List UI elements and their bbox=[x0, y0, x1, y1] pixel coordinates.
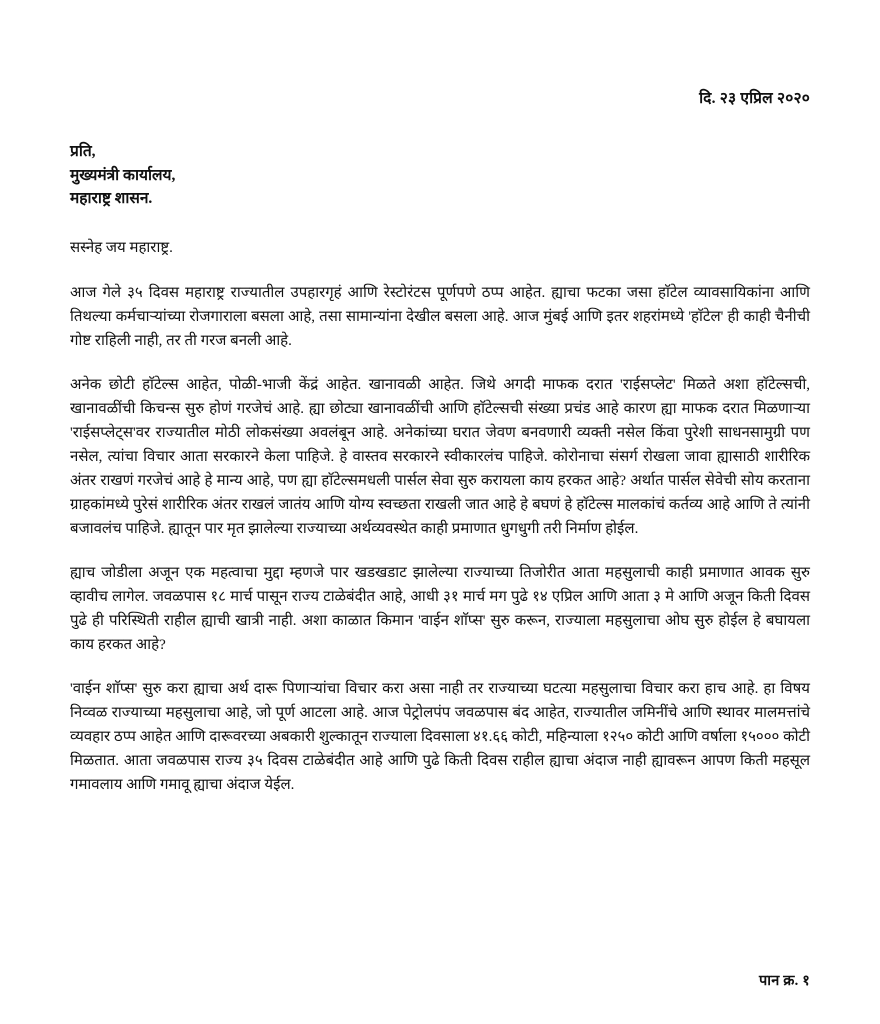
addressee-line-1: प्रति, bbox=[70, 143, 96, 160]
body-paragraph-1: आज गेले ३५ दिवस महाराष्ट्र राज्यातील उपहारगृहं आणि रेस्टोरंटस पूर्णपणे ठप्प आहेत. ह्याचा फटका जसा हाॅटेल व्यावसायिकांना आणि तिथल्या कर्मचाऱ्यांच्या रोजगाराला बसला आहे, तसा सामान्यांना देखील बसला आहे. आज मुंबई आणि इतर शहरांमध्ये 'हाॅटेल' ही काही चैनीची गोष्ट राहिली नाही, तर ती गरज बनली आहे. bbox=[70, 285, 810, 350]
salutation: सस्नेह जय महाराष्ट्र. bbox=[70, 239, 173, 256]
body-paragraph-3: ह्याच जोडीला अजून एक महत्वाचा मुद्दा म्हणजे पार खडखडाट झालेल्या राज्याच्या तिजोरीत आता महसुलाची काही प्रमाणात आवक सुरु व्हावीच लागेल. जवळपास १८ मार्च पासून राज्य टाळेबंदीत आहे, आधी ३१ मार्च मग पुढे १४ एप्रिल आणि आता ३ मे आणि अजून किती दिवस पुढे ही परिस्थिती राहील ह्याची खात्री नाही. अशा काळात किमान 'वाईन शाॅप्स' सुरु करून, राज्याला महसुलाचा ओघ सुरु होईल हे बघायला काय हरकत आहे? bbox=[70, 565, 810, 654]
addressee-block bbox=[68, 140, 812, 211]
letter-date: दि. २३ एप्रिल २०२० bbox=[699, 90, 810, 107]
body-paragraph-4: 'वाईन शाॅप्स' सुरु करा ह्याचा अर्थ दारू पिणाऱ्यांचा विचार करा असा नाही तर राज्याच्या घटत्या महसुलाचा विचार करा हाच आहे. हा विषय निव्वळ राज्याच्या महसुलाचा आहे, जो पूर्ण आटला आहे. आज पेट्रोलपंप जवळपास बंद आहेत, राज्यातील जमिनींचे आणि स्थावर मालमत्तांचे व्यवहार ठप्प आहेत आणि दारूवरच्या अबकारी शुल्कातून राज्याला दिवसाला ४१.६६ कोटी, महिन्याला १२५० कोटी आणि वर्षाला १५००० कोटी मिळतात. आता जवळपास राज्य ३५ दिवस टाळेबंदीत आहे आणि पुढे किती दिवस राहील ह्याचा अंदाज नाही ह्यावरून आपण किती महसूल गमावलाय आणि गमावू ह्याचा अंदाज येईल. bbox=[70, 681, 810, 794]
body-paragraph-2: अनेक छोटी हाॅटेल्स आहेत, पोळी-भाजी केंद्रं आहेत. खानावळी आहेत. जिथे अगदी माफक दरात 'राईसप्लेट' मिळते अशा हाॅटेल्सची, खानावळींची किचन्स सुरु होणं गरजेचं आहे. ह्या छोट्या खानावळींची आणि हाॅटेल्सची संख्या प्रचंड आहे कारण ह्या माफक दरात मिळणाऱ्या 'राईसप्लेट्स'वर राज्यातील मोठी लोकसंख्या अवलंबून आहे. अनेकांच्या घरात जेवण बनवणारी व्यक्ती नसेल किंवा पुरेशी साधनसामुग्री पण नसेल, त्यांचा विचार आता सरकारने केला पाहिजे. हे वास्तव सरकारने स्वीकारलंच पाहिजे. कोरोनाचा संसर्ग रोखला जावा ह्यासाठी शारीरिक अंतर राखणं गरजेचं आहे हे मान्य आहे, पण ह्या हाॅटेल्समधली पार्सल सेवा सुरु करायला काय हरकत आहे? अर्थात पार्सल सेवेची सोय करताना ग्राहकांमध्ये पुरेसं शारीरिक अंतर राखलं जातंय आणि योग्य स्वच्छता राखली जात आहे हे बघणं हे हाॅटेल्स मालकांचं कर्तव्य आहे आणि ते त्यांनी बजावलंच पाहिजे. ह्यातून पार मृत झालेल्या राज्याच्या अर्थव्यवस्थेत काही प्रमाणात धुगधुगी तरी निर्माण होईल. bbox=[70, 377, 810, 538]
addressee-line-3: महाराष्ट्र शासन. bbox=[70, 190, 153, 208]
addressee-line-2: मुख्यमंत्री कार्यालय, bbox=[70, 166, 176, 184]
page-number: पान क्र. १ bbox=[759, 973, 810, 989]
